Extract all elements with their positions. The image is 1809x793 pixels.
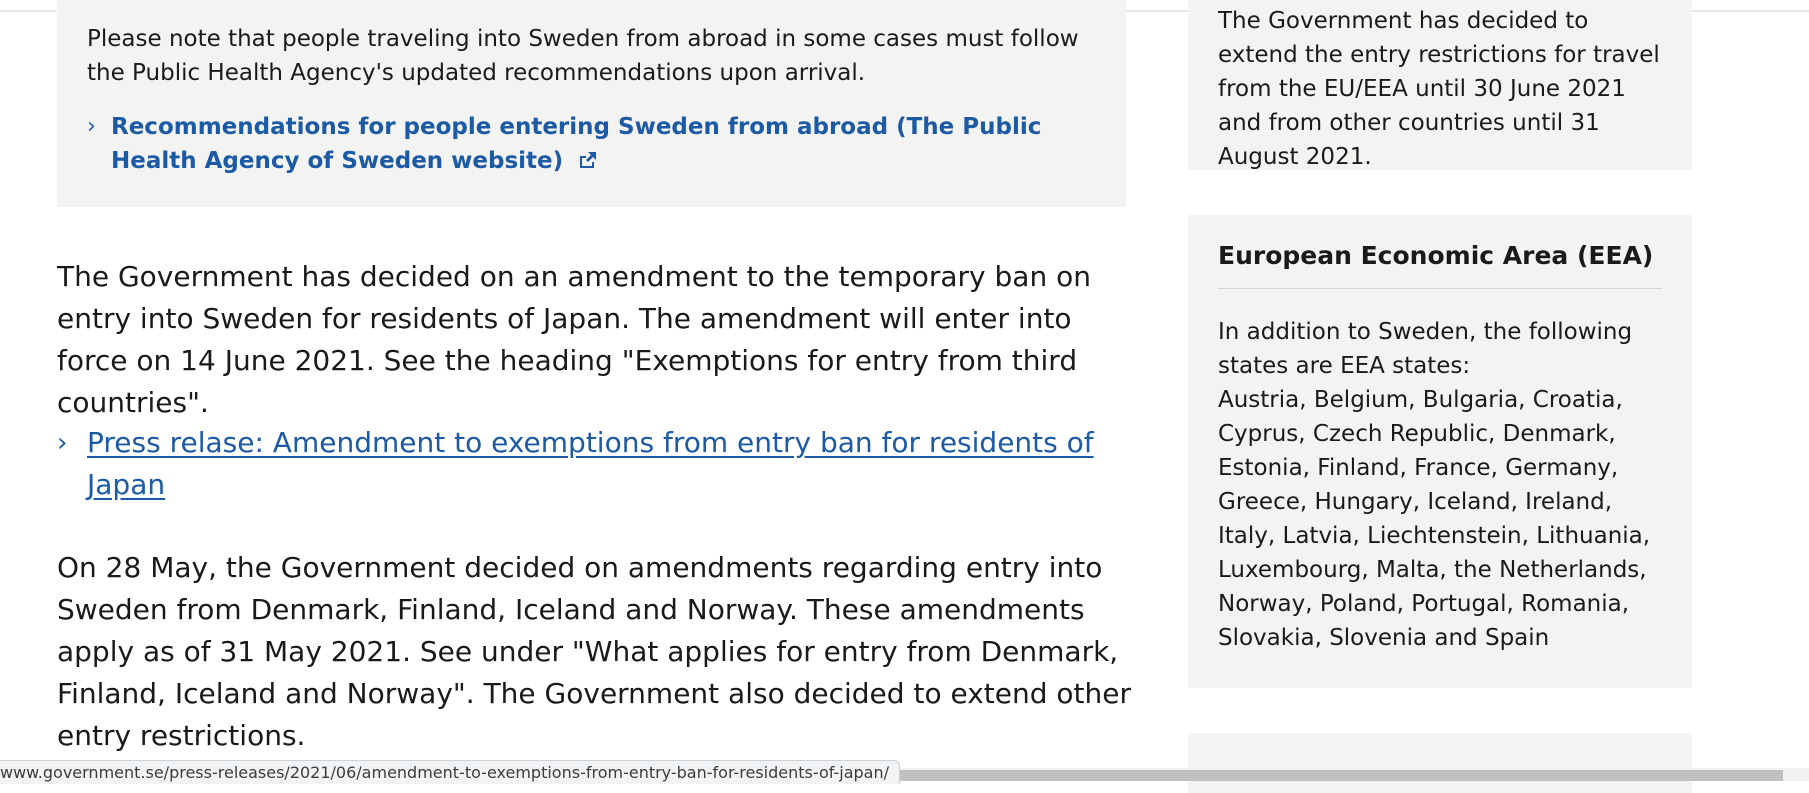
notice-text: Please note that people traveling into Sweden from abroad in some cases must follow the Public Health Agency's updated recommendations upon arrival.: [87, 26, 1079, 86]
link-status-bar: [0, 760, 900, 784]
sidebar-next-box: [1188, 733, 1692, 793]
notice-box: [57, 0, 1126, 207]
sidebar-restrictions-text: The Government has decided to extend the entry restrictions for travel from the EU/EEA until 30 June 2021 and from other countries until 31 August 2021.: [1218, 8, 1660, 170]
recommendations-link[interactable]: [87, 110, 1096, 181]
eea-states-list: Austria, Belgium, Bulgaria, Croatia, Cyprus, Czech Republic, Denmark, Estonia, Finland, France, Germany, Greece, Hungary, Iceland, Ireland, Italy, Latvia, Liechtenstein, Lithuania, Luxembourg, Malta, the Netherlands, Norway, Poland, Portugal, Romania, Slovakia, Slovenia and Spain: [1218, 387, 1651, 651]
recommendations-link-label: Recommendations for people entering Sweden from abroad (The Public Health Agency of Sweden website): [111, 114, 1042, 174]
press-release-link-label[interactable]: Press relase: Amendment to exemptions from entry ban for residents of Japan: [87, 426, 1094, 501]
external-link-icon: [577, 147, 599, 181]
chevron-right-icon: ›: [87, 114, 96, 139]
nordic-amendments-paragraph: On 28 May, the Government decided on amendments regarding entry into Sweden from Denmark, Finland, Iceland and Norway. These amendments apply as of 31 May 2021. See under "What applies for entry from Denmark, Finland, Iceland and Norway". The Government also decided to extend other entry restrictions.: [57, 551, 1131, 752]
chevron-right-icon: ›: [57, 428, 68, 458]
eea-states-text: [1218, 315, 1662, 655]
entry-ban-japan-paragraph: The Government has decided on an amendment to the temporary ban on entry into Sweden for residents of Japan. The amendment will enter into force on 14 June 2021. See the heading "Exemptions for entry from third countries".: [57, 260, 1091, 419]
eea-heading: European Economic Area (EEA): [1218, 239, 1662, 289]
press-release-link[interactable]: [57, 422, 1117, 506]
recommendations-link-content: [111, 110, 1096, 181]
eea-states-intro: In addition to Sweden, the following states are EEA states:: [1218, 319, 1633, 379]
sidebar-eea-box: [1188, 215, 1692, 688]
status-url: www.government.se/press-releases/2021/06/amendment-to-exemptions-from-entry-ban-for-residents-of-japan/: [0, 763, 889, 782]
sidebar-restrictions-box: [1188, 0, 1692, 170]
